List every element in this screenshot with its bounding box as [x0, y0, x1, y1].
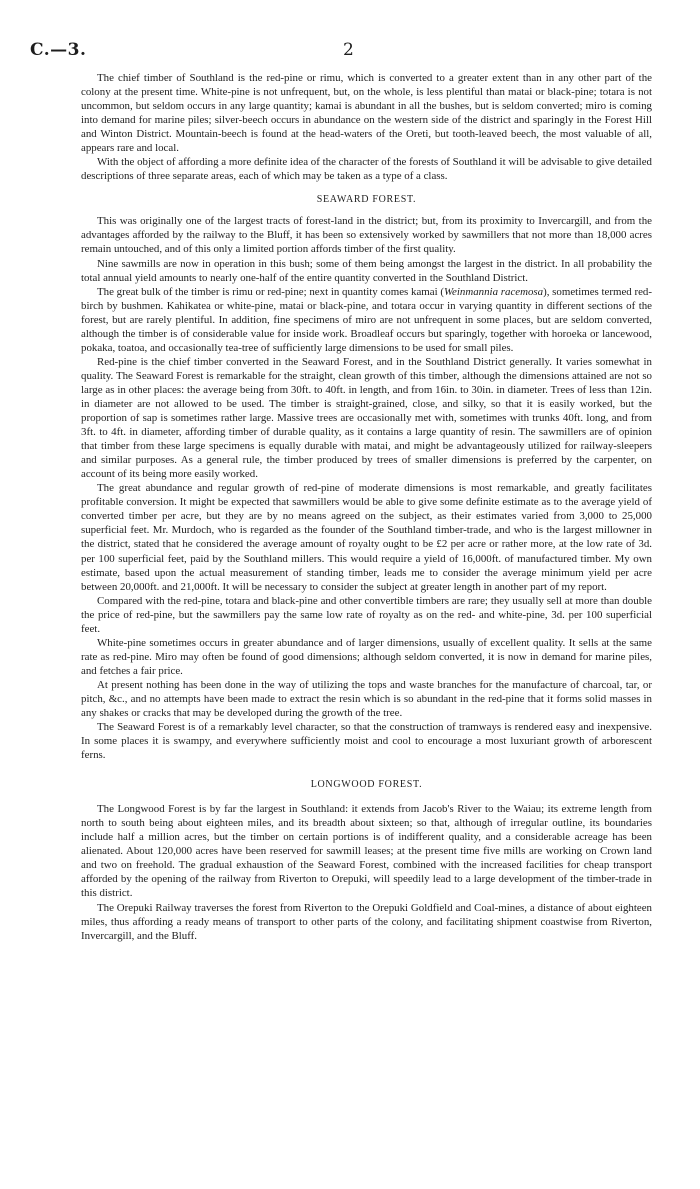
seaward-paragraph: [81, 285, 652, 355]
page-header: [30, 40, 360, 64]
paragraph-text: ), sometimes termed red-birch by bushmen. Kahikatea or white-pine, matai or black-pine, and totara occur in varying quantity in different sections of the forest, but are rarely plentiful. In addition, fine specimens of miro are not unfrequent in some places, but are seldom converted, although the timber is of considerable value for inside work. Broadleaf occurs but sparingly, together with horoeka or lancewood, pokaka, toatoa, and occasionally tea-tree of sufficiently large dimensions to be used for small piles.: [81, 285, 652, 354]
section-heading-longwood-forest: LONGWOOD FOREST.: [310, 779, 423, 791]
botanical-name: Weinmannia racemosa: [443, 285, 544, 298]
longwood-paragraph: The Orepuki Railway traverses the forest from Riverton to the Orepuki Goldfield and Coal-mines, a distance of about eighteen miles, thus affording a ready means of transport to other parts of the colony, and facilitating shipment coastwise from Riverton, Invercargill, and the Bluff.: [81, 901, 652, 942]
seaward-paragraph: White-pine sometimes occurs in greater abundance and of larger dimensions, usually of excellent quality. It sells at the same rate as red-pine. Miro may often be found of good dimensions; although seldom converted, it is now in demand for marine piles, and fetches a fair price.: [81, 636, 652, 677]
seaward-paragraph: The great abundance and regular growth of red-pine of moderate dimensions is most remarkable, and greatly facilitates profitable conversion. It might be expected that sawmillers would be able to give some definite estimate as to the average yield of converted timber per acre, but they are by no means agreed on the subject, as their estimates varied from 3,000 to 25,000 superficial feet. Mr. Murdoch, who is regarded as the founder of the Southland timber-trade, and who is the largest millowner in the district, stated that he considered the average amount of royalty ought to be £2 per acre or rather more, at the low rate of 3d. per 100 superficial feet, paid by the Southland millers. This would require a yield of 16,000ft. of manufactured timber. My own estimate, based upon the actual measurement of standing timber, leads me to consider the average minimum yield per acre between 20,000ft. and 21,000ft. It will be necessary to consider the subject at greater length in another part of my report.: [81, 482, 652, 593]
seaward-paragraph: Compared with the red-pine, totara and black-pine and other convertible timbers are rare; they usually sell at more than double the price of red-pine, but the sawmillers pay the same low rate of royalty as on the red- and white-pine, 3d. per 100 superficial feet.: [81, 594, 652, 635]
seaward-paragraph: At present nothing has been done in the way of utilizing the tops and waste branches for the manufacture of charcoal, tar, or pitch, &c., and no attempts have been made to extract the resin which is so abundant in the red-pine that it forms solid masses in any shakes or cracks that may be developed during the growth of the tree.: [81, 678, 652, 720]
body-text: [81, 71, 652, 943]
intro-paragraph: With the object of affording a more definite idea of the character of the forests of Southland it will be advisable to give detailed descriptions of three separate areas, each of which may be taken as a type of a class.: [81, 156, 652, 183]
seaward-paragraph: Red-pine is the chief timber converted in the Seaward Forest, and in the Southland District generally. It varies somewhat in quality. The Seaward Forest is remarkable for the straight, clean growth of this timber, although the dimensions attained are not so large as in other places: the average being from 30ft. to 40ft. in length, and from 16in. to 30in. in diameter. Trees of less than 12in. in diameter are not allowed to be used. The timber is straight-grained, close, and silky, so that it is easily worked, but the proportion of sap is sometimes rather large. Massive trees are occasionally met with, sometimes with trunks 40ft. long, and from 3ft. to 4ft. in diameter, affording timber of durable quality, as it contains a large quantity of resin. The sawmillers are of opinion that timber from these large specimens is equally durable with matai, and might be advantageously utilized for railway-sleepers and similar purposes. As a general rule, the timber produced by trees of smaller dimensions is preferred by the carpenter, on account of its being more easily worked.: [81, 355, 652, 481]
intro-paragraph: The chief timber of Southland is the red-pine or rimu, which is converted to a greater extent than in any other part of the colony at the present time. White-pine is not unfrequent, but, on the whole, is less plentiful than matai or black-pine; totara is not uncommon, but seldom occurs in any large quantity; kamai is abundant in all the bushes, but is seldom converted; miro is coming into demand for marine piles; silver-beech occurs in abundance on the western side of the district and sparingly in the Forest Hill and Winton District. Mountain-beech is found at the head-waters of the Oreti, but tooth-leaved beech, the most valuable of all, appears rare and local.: [81, 72, 652, 155]
seaward-paragraph: The Seaward Forest is of a remarkably level character, so that the construction of tramways is rendered easy and inexpensive. In some places it is swampy, and everywhere sufficiently moist and cool to encourage a most luxuriant growth of arborescent ferns.: [81, 721, 652, 762]
longwood-paragraph: The Longwood Forest is by far the largest in Southland: it extends from Jacob's River to the Waiau; its extreme length from north to south being about eighteen miles, and its breadth about sixteen; so that, although of irregular outline, its boundaries include half a million acres, but the timber on certain portions is of indifferent quality, and a considerable acreage has been alienated. About 120,000 acres have been reserved for sawmill leases; at the present time five mills are working on Crown land and two on freehold. The gradual exhaustion of the Seaward Forest, combined with the increased facilities for cheap transport afforded by the opening of the railway from Riverton to Orepuki, will speedily lead to a large development of the timber-trade in this district.: [81, 803, 652, 900]
seaward-paragraph: This was originally one of the largest tracts of forest-land in the district; but, from its proximity to Invercargill, and from the advantages afforded by the railway to the Bluff, it has been so extensively worked by sawmillers that not more than 18,000 acres remain untouched, and of this only a limited portion affords timber of the first quality.: [81, 215, 652, 256]
seaward-paragraph: Nine sawmills are now in operation in this bush; some of them being amongst the largest in the district. In all probability the total annual yield amounts to nearly one-half of the entire quantity converted in the Southland District.: [81, 257, 652, 284]
document-code: C.—3.: [30, 40, 87, 60]
page-number: 2: [343, 40, 354, 60]
paragraph-text: The great bulk of the timber is rimu or red-pine; next in quantity comes kamai (: [97, 285, 444, 298]
section-heading-seaward-forest: SEAWARD FOREST.: [316, 194, 417, 206]
